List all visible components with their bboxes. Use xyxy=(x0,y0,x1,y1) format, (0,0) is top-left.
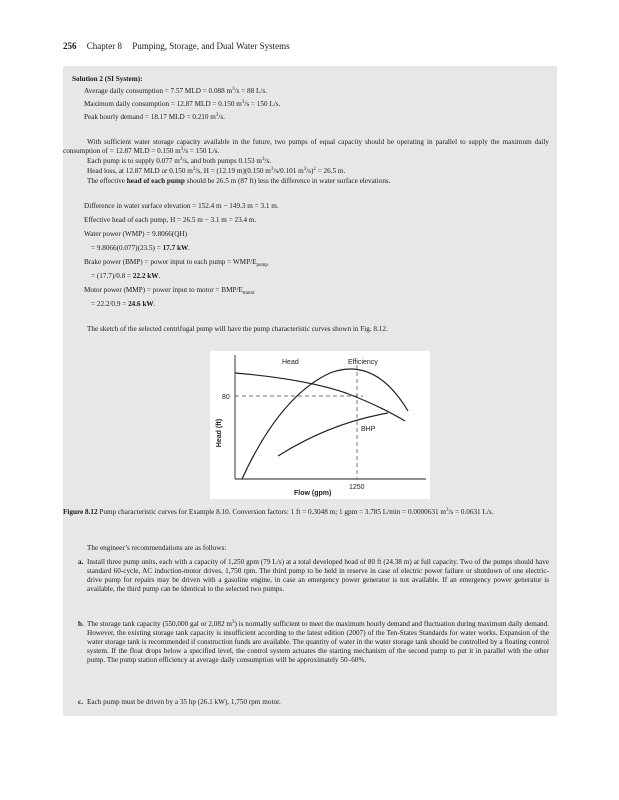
effective-head-calc: Effective head of each pump, H = 26.5 m − 3.1 m = 23.4 m. xyxy=(84,216,257,224)
item-a-text: Install three pump units, each with a capacity of 1,250 gpm (79 L/s) at a total developed head of 80 ft (24.38 m) at full capacity. Two of the pumps should have standard 60-cycle, AC induction-motor drives, 1,750 rpm. The third pump to be held in reserve in case of electric power failure or shutdown of one electric-drive pump for repairs may be driven with a gasoline engine, in case an emergency power generator is not available. If an emergency power generator is available, the third pump can be identical to the selected two pumps. xyxy=(87,558,549,593)
running-header xyxy=(63,41,290,51)
y-axis-label: Head (ft) xyxy=(216,418,223,448)
peak-demand: Peak hourly demand = 18.17 MLD = 0.210 $m^3/s$. xyxy=(84,113,225,121)
bhp-curve-label: BHP xyxy=(361,426,376,433)
y-marker-80: 80 xyxy=(222,394,230,401)
chapter-title: Pumping, Storage, and Dual Water Systems xyxy=(132,41,290,51)
water-power: Water power (WMP) = 9.8066(QH) xyxy=(84,230,188,238)
chapter-label: Chapter 8 xyxy=(86,41,122,51)
elevation-difference: Difference in water surface elevation = 152.4 m − 149.3 m = 3.1 m. xyxy=(84,202,279,210)
x-marker-1250: 1250 xyxy=(349,484,365,491)
pump-curve-figure xyxy=(210,351,430,499)
sketch-sentence: The sketch of the selected centrifugal pump will have the pump characteristic curves shown in Fig. 8.12. xyxy=(87,325,388,333)
effective-head-statement: The effective head of each pump should be 26.5 m (87 ft) less the difference in water surface elevations. xyxy=(87,177,391,185)
head-loss: Head loss, at 12.87 MLD or 0.150 $m^3/s$, H = (12.19 m)(0.150 $m^3/s/0.101$ $m^3/s)^2 = 26.5$ m. xyxy=(87,167,346,175)
x-axis-label: Flow (gpm) xyxy=(294,490,332,497)
storage-paragraph: With sufficient water storage capacity available in the future, two pumps of equal capacity should be operating in parallel to supply the maximum daily consumption of = 12.87 MLD = 0.150 $m^3/s = 150$ L/s. xyxy=(63,138,549,155)
each-pump-supply: Each pump is to supply 0.077 $m^3/s$, and both pumps 0.153 $m^3/s$. xyxy=(87,157,272,165)
solution-heading: Solution 2 (SI System): xyxy=(72,75,143,83)
brake-power: Brake power (BMP) = power input to each pump = WMP/$E_{pump}$ xyxy=(84,258,268,268)
motor-power: Motor power (MMP) = power input to motor = BMP/$E_{motor}$ xyxy=(84,286,255,296)
item-c-text: Each pump must be driven by a 35 hp (26.1 kW), 1,750 rpm motor. xyxy=(87,698,281,706)
water-power-result: = 9.8066(0.077)(23.5) = 17.7 kW. xyxy=(91,244,190,252)
max-consumption: Maximum daily consumption = 12.87 MLD = 0.150 $m^3/s = 150$ L/s. xyxy=(84,100,281,108)
item-b-letter: b. xyxy=(78,620,84,628)
solution-panel xyxy=(63,66,557,716)
recommendations-intro: The engineer’s recommendations are as follows: xyxy=(87,544,227,552)
motor-power-result: = 22.2/0.9 = 24.6 kW. xyxy=(91,300,156,308)
page-number: 256 xyxy=(63,41,77,51)
figure-caption: Figure 8.12 Pump characteristic curves for Example 8.10. Conversion factors: 1 ft = 0.3048 m; 1 gpm = 3.785 L/min = 0.0000631 $m^3/s = 0.0631$ L/s. xyxy=(63,508,494,516)
efficiency-curve-label: Efficiency xyxy=(348,359,378,366)
item-c-letter: c. xyxy=(78,698,83,706)
item-b-text: The storage tank capacity (550,000 gal or 2,082 $m^3$) is normally sufficient to meet the maximum hourly demand and fluctuation during maximum daily demand. However, the existing storage tank capacity is insufficient according to the latest edition (2007) of the Ten-States Standards for water works. Expansion of the water storage tank is recommended if construction funds are available. The quantity of water in the water storage tank should be controlled by a floating control system. If the float drops below a specified level, the control system actuates the starting mechanism of the second pump to put it in parallel with the other pump. The pump station efficiency at average daily consumption will be approximately 50–60%. xyxy=(87,620,550,664)
item-a-letter: a. xyxy=(78,558,84,566)
avg-consumption: Average daily consumption = 7.57 MLD = 0.088 $m^3/s = 88$ L/s. xyxy=(84,87,268,95)
brake-power-result: = (17.7)/0.8 = 22.2 kW. xyxy=(91,272,161,280)
head-curve-label: Head xyxy=(282,359,299,366)
